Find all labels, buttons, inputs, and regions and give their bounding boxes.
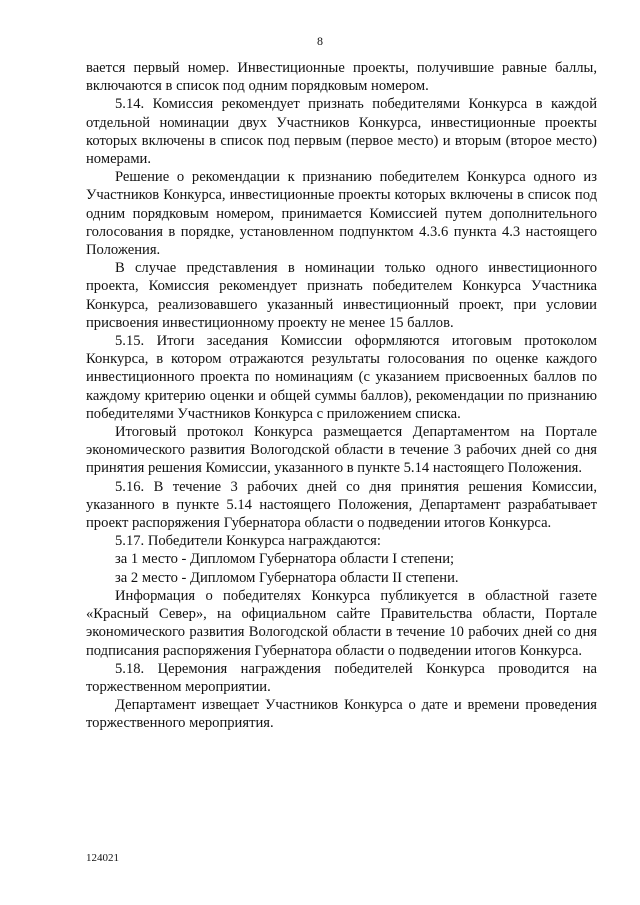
award-second-place: за 2 место - Дипломом Губернатора области II степени. bbox=[115, 569, 459, 586]
paragraph-5-16: 5.16. В течение 3 рабочих дней со дня принятия решения Комиссии, указанного в пункте 5.14 настоящего Положения, Департамент разрабатывает проект распоряжения Губернатора области о подведении итогов Конкурса. bbox=[86, 478, 597, 532]
paragraph-5-18: 5.18. Церемония награждения победителей Конкурса проводится на торжественном мероприятии. bbox=[86, 660, 597, 695]
paragraph-5-15: 5.15. Итоги заседания Комиссии оформляются итоговым протоколом Конкурса, в котором отражаются результаты голосования по оценке каждого инвестиционного проекта по номинациям (с указанием присвоенных баллов по каждому критерию оценки и общей суммы баллов), рекомендации по признанию победителями Участников Конкурса с приложением списка. bbox=[86, 333, 597, 422]
document-body bbox=[86, 59, 597, 733]
paragraph-recommendation-decision: Решение о рекомендации к признанию победителем Конкурса одного из Участников Конкурса, инвестиционные проекты которых включены в список под одним порядковым номером, принимается Комиссией путем дополнительного голосования в порядке, установленном подпунктом 4.3.6 пункта 4.3 настоящего Положения. bbox=[86, 169, 597, 259]
paragraph-protocol-publication: Итоговый протокол Конкурса размещается Департаментом на Портале экономического развития Вологодской области в течение 3 рабочих дней со дня принятия решения Комиссии, указанного в пункте 5.14 настоящего Положения. bbox=[86, 424, 597, 477]
document-code: 124021 bbox=[86, 852, 119, 864]
paragraph-continuation: вается первый номер. Инвестиционные проекты, получившие равные баллы, включаются в список под одним порядковым номером. bbox=[86, 60, 597, 95]
paragraph-5-14: 5.14. Комиссия рекомендует признать победителями Конкурса в каждой отдельной номинации двух Участников Конкурса, инвестиционные проекты которых включены в список под первым (первое место) и вторым (второе место) номерами. bbox=[86, 96, 597, 168]
award-first-place: за 1 место - Дипломом Губернатора области I степени; bbox=[115, 551, 455, 568]
page-number: 8 bbox=[317, 34, 323, 48]
paragraph-ceremony-notice: Департамент извещает Участников Конкурса о дате и времени проведения торжественного мероприятия. bbox=[86, 697, 597, 732]
paragraph-5-17: 5.17. Победители Конкурса награждаются: bbox=[115, 533, 381, 550]
paragraph-single-project: В случае представления в номинации только одного инвестиционного проекта, Комиссия рекомендует признать победителем Конкурса Участника Конкурса, реализовавшего указанный инвестиционный проект, при условии присвоения инвестиционному проекту не менее 15 баллов. bbox=[86, 260, 597, 331]
paragraph-winners-publication: Информация о победителях Конкурса публикуется в областной газете «Красный Север», на официальном сайте Правительства области, Портале экономического развития Вологодской области в течение 10 рабочих дней со дня подписания распоряжения Губернатора области о подведении итогов Конкурса. bbox=[86, 587, 597, 659]
